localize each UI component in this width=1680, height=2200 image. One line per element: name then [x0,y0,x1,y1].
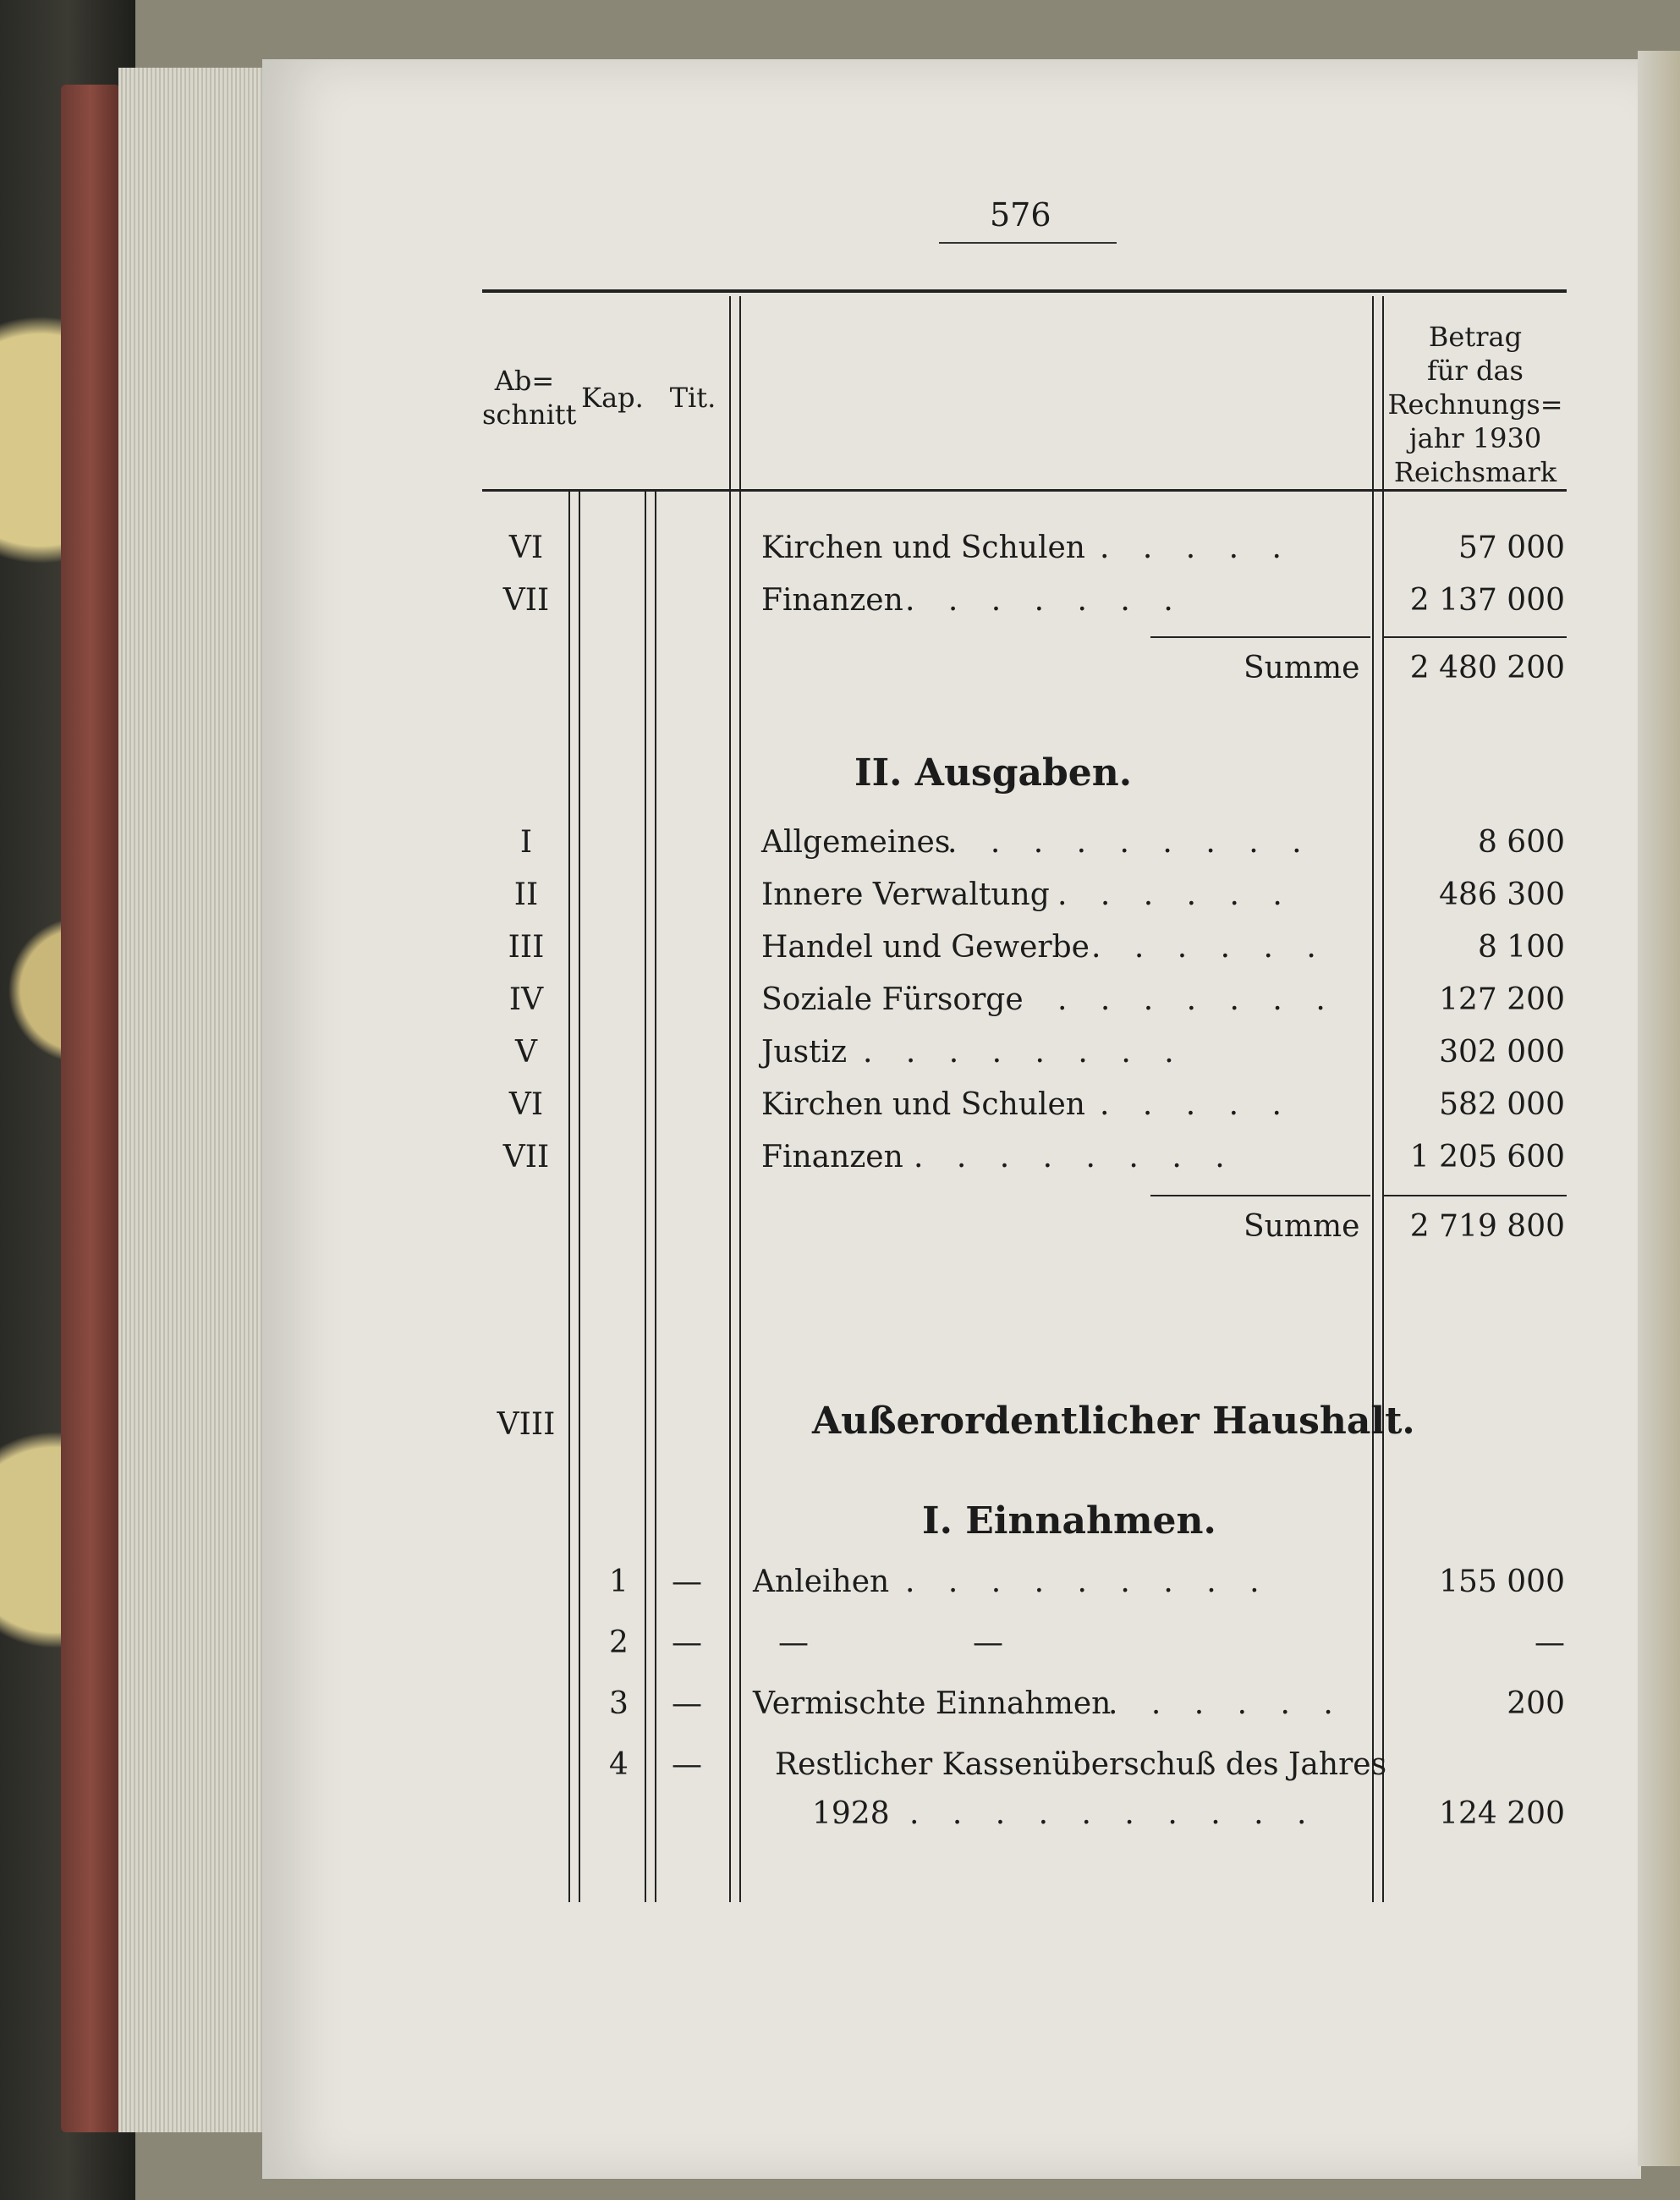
section-title-ao-haushalt: Außerordentlicher Haushalt. [812,1400,1415,1443]
header-betrag: Betrag für das Rechnungs= jahr 1930 Reichsmark [1387,321,1563,488]
ao-abschnitt: VIII [497,1407,556,1442]
col-line-kap [645,489,646,1902]
col-line-abschnitt-2 [579,489,580,1902]
sum-rule [1150,636,1370,638]
section-title-einnahmen: I. Einnahmen. [922,1499,1216,1543]
col-line-tit-2 [739,296,741,1902]
table-top-rule [482,289,1567,293]
page-number: 576 [990,196,1051,234]
right-page-edge [1638,51,1680,2166]
col-line-tit [729,296,731,1902]
header-tit: Tit. [669,382,716,414]
col-line-kap-2 [655,489,656,1902]
sum-rule-amount [1384,1195,1567,1196]
col-line-abschnitt [568,489,570,1902]
sum-rule [1150,1195,1370,1196]
sum-rule-amount [1384,636,1567,638]
header-abschnitt: Ab= schnitt [482,365,577,431]
book-spine [61,85,120,2132]
section-title-ausgaben: II. Ausgaben. [854,751,1133,795]
page-number-rule [939,242,1117,244]
header-kap: Kap. [581,382,644,414]
